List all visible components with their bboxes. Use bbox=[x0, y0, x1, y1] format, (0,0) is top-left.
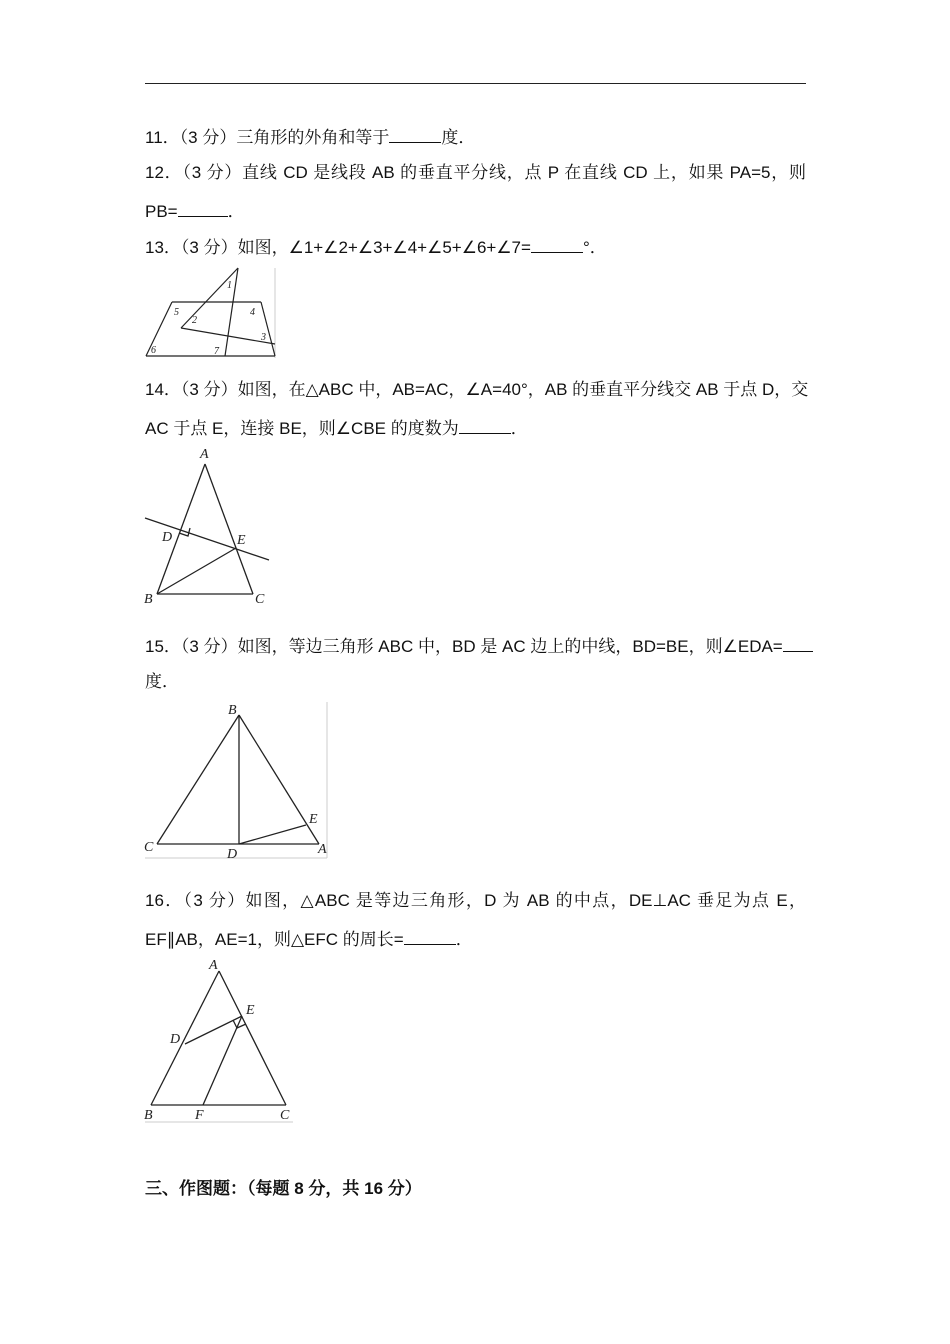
q11-after: 度． bbox=[441, 128, 476, 147]
question-16-line2 bbox=[145, 927, 806, 951]
q13-quad-left bbox=[146, 302, 172, 356]
q16-label-B: B bbox=[144, 1108, 153, 1123]
q16-side-AC bbox=[219, 971, 286, 1105]
q16-side-AB bbox=[151, 971, 219, 1105]
q15-figure bbox=[143, 700, 329, 860]
q14-before: AC 于点 E，连接 BE，则∠CBE 的度数为 bbox=[145, 419, 459, 438]
q12-after: ． bbox=[227, 202, 245, 221]
q13-label-3: 3 bbox=[261, 332, 266, 343]
q14-label-A: A bbox=[200, 447, 209, 462]
q14-side-AC bbox=[205, 464, 253, 594]
question-15-line2: 度． bbox=[145, 672, 179, 691]
q16-label-F: F bbox=[195, 1108, 204, 1123]
q16-segment-EF bbox=[203, 1016, 242, 1105]
q16-label-C: C bbox=[280, 1108, 290, 1123]
q14-figure bbox=[143, 444, 273, 606]
q14-label-B: B bbox=[144, 592, 153, 606]
q15-label-C: C bbox=[144, 840, 154, 855]
q14-label-D: D bbox=[162, 530, 173, 545]
q14-label-E: E bbox=[237, 533, 246, 548]
question-15-line1 bbox=[145, 634, 806, 658]
q13-label-1: 1 bbox=[227, 280, 232, 291]
question-13 bbox=[145, 235, 806, 259]
q14-after: ． bbox=[510, 419, 528, 438]
q16-label-E: E bbox=[246, 1003, 255, 1018]
q11-answer-blank[interactable] bbox=[389, 125, 441, 143]
q14-segment-BE bbox=[157, 548, 236, 594]
q12-before: PB= bbox=[145, 202, 178, 221]
q13-quad-right bbox=[261, 302, 275, 356]
question-16-line1: 16．（3 分）如图，△ABC 是等边三角形，D 为 AB 的中点，DE⊥AC 垂足为点 E， bbox=[145, 891, 806, 910]
q13-label-7: 7 bbox=[214, 346, 219, 357]
q15-label-A: A bbox=[318, 842, 327, 857]
q16-after: ． bbox=[455, 930, 473, 949]
q15-text: 15．（3 分）如图，等边三角形 ABC 中，BD 是 AC 边上的中线，BD=BE，则∠EDA= bbox=[145, 637, 783, 656]
q13-answer-blank[interactable] bbox=[531, 235, 583, 253]
q15-answer-blank[interactable] bbox=[783, 634, 813, 652]
question-11 bbox=[145, 125, 806, 149]
q15-side-BA bbox=[239, 715, 319, 844]
q16-label-A: A bbox=[209, 958, 218, 973]
header-rule bbox=[145, 83, 806, 84]
section-heading: 三、作图题：（每题 8 分，共 16 分） bbox=[145, 1179, 422, 1198]
q13-label-4: 4 bbox=[250, 307, 255, 318]
q16-before: EF∥AB，AE=1，则△EFC 的周长= bbox=[145, 930, 404, 949]
q13-after: °． bbox=[582, 238, 607, 257]
q13-label-6: 6 bbox=[151, 345, 156, 356]
q15-segment-DE bbox=[239, 825, 306, 844]
q14-answer-blank[interactable] bbox=[459, 416, 511, 434]
q13-label-5: 5 bbox=[174, 307, 179, 318]
q14-label-C: C bbox=[255, 592, 265, 606]
q15-side-BC bbox=[157, 715, 239, 844]
question-14-line1: 14．（3 分）如图，在△ABC 中，AB=AC，∠A=40°，AB 的垂直平分线交 AB 于点 D，交 bbox=[145, 380, 809, 399]
question-12-line2 bbox=[145, 199, 806, 223]
question-12-line1: 12．（3 分）直线 CD 是线段 AB 的垂直平分线，点 P 在直线 CD 上，如果 PA=5，则 bbox=[145, 163, 806, 182]
q16-answer-blank[interactable] bbox=[404, 927, 456, 945]
q16-label-D: D bbox=[170, 1032, 181, 1047]
q15-label-D: D bbox=[227, 847, 238, 860]
q13-figure bbox=[143, 266, 279, 360]
question-14-line2 bbox=[145, 416, 806, 440]
q16-figure bbox=[143, 953, 295, 1125]
q15-label-E: E bbox=[309, 812, 318, 827]
q13-line-left bbox=[181, 268, 238, 328]
q12-answer-blank[interactable] bbox=[178, 199, 228, 217]
q11-text: 11．（3 分）三角形的外角和等于 bbox=[145, 128, 390, 147]
q13-label-2: 2 bbox=[192, 315, 197, 326]
q15-label-B: B bbox=[228, 703, 237, 718]
q13-text: 13．（3 分）如图，∠1+∠2+∠3+∠4+∠5+∠6+∠7= bbox=[145, 238, 531, 257]
q14-side-AB bbox=[157, 464, 205, 594]
